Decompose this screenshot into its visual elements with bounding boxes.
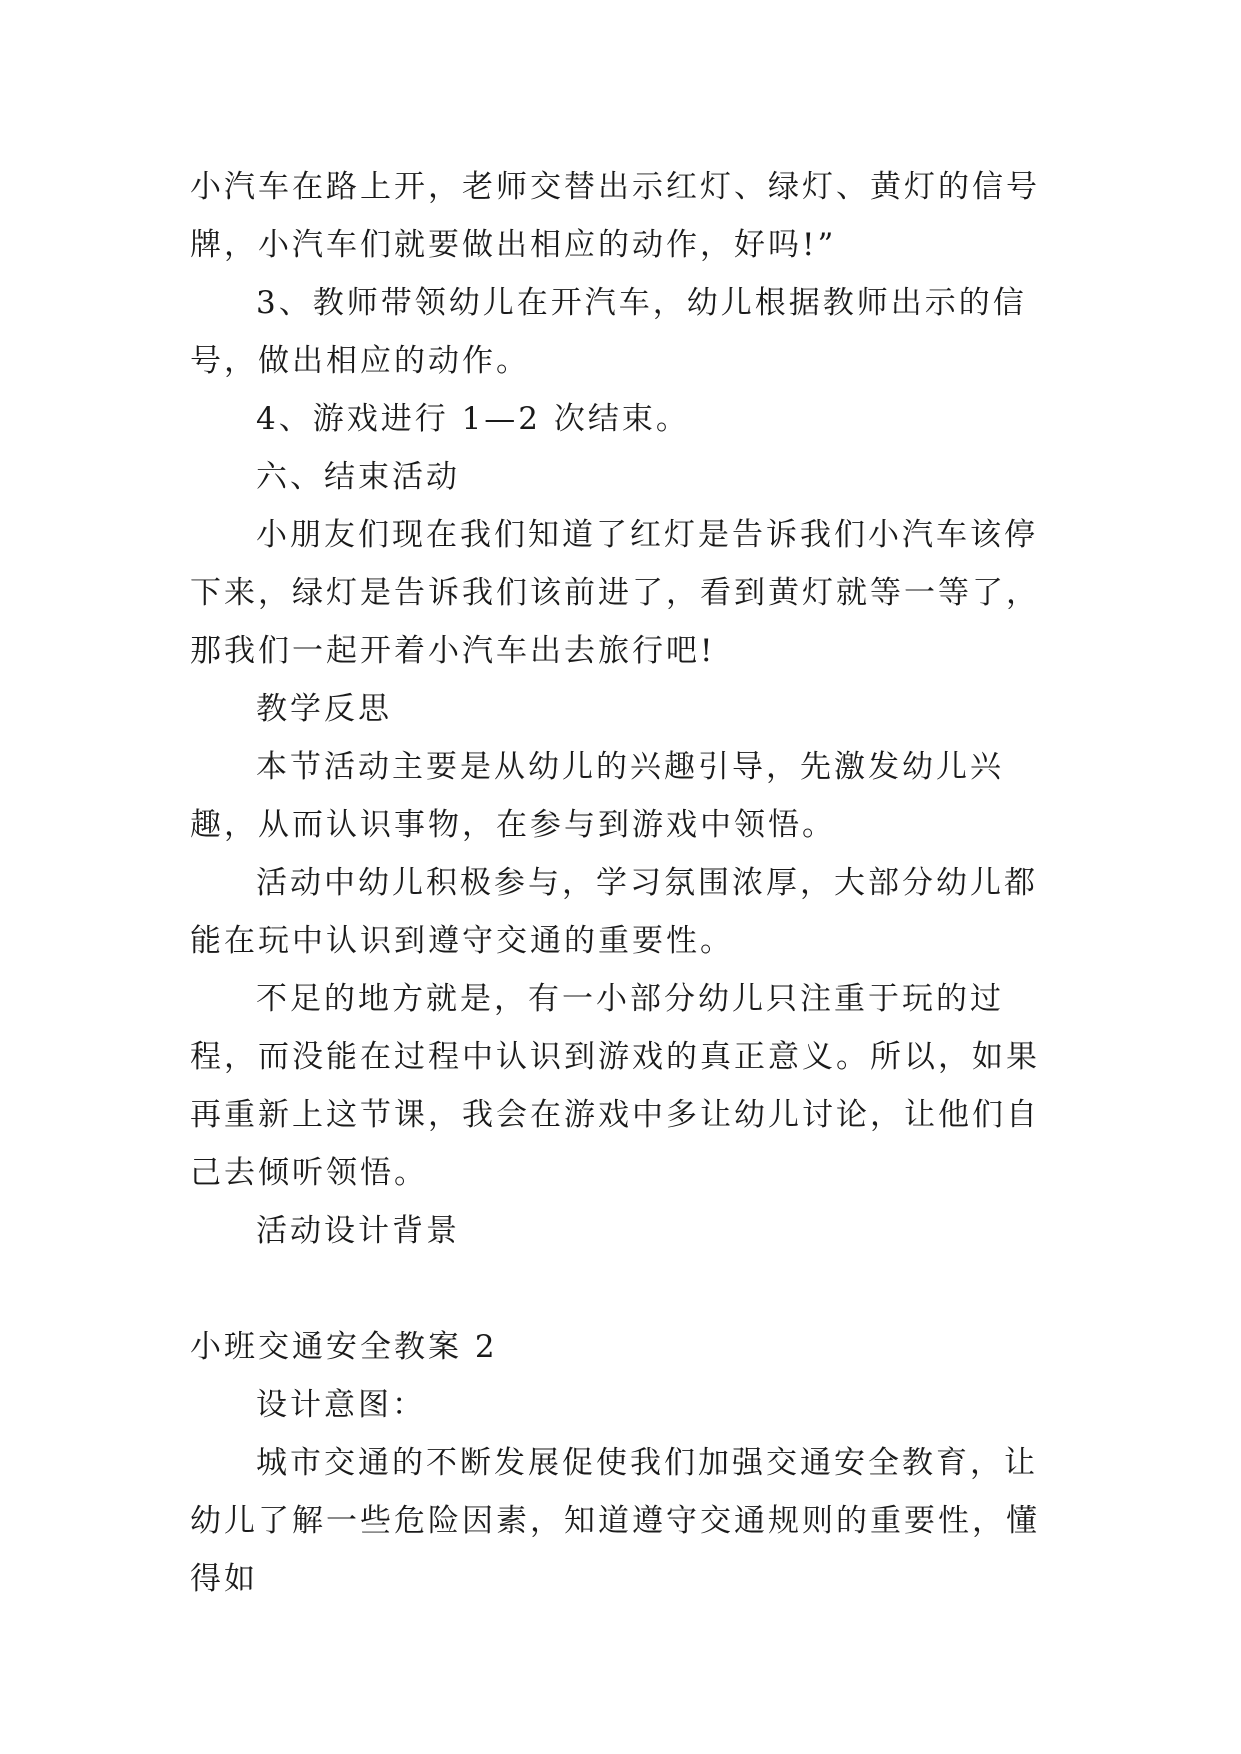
section-heading: 教学反思: [256, 691, 392, 727]
section-heading: 六、结束活动: [256, 459, 460, 495]
paragraph: 小朋友们现在我们知道了红灯是告诉我们小汽车该停下来，绿灯是告诉我们该前进了，看到黄灯就等一等了，那我们一起开着小汽车出去旅行吧!: [190, 517, 1040, 669]
paragraph: 3、教师带领幼儿在开汽车，幼儿根据教师出示的信号，做出相应的动作。: [190, 285, 1027, 379]
document-section-title: 小班交通安全教案 2: [190, 1329, 498, 1365]
section-heading: 活动设计背景: [256, 1213, 460, 1249]
paragraph: 小汽车在路上开，老师交替出示红灯、绿灯、黄灯的信号牌，小汽车们就要做出相应的动作，好吗!”: [190, 169, 1040, 263]
paragraph: 本节活动主要是从幼儿的兴趣引导，先激发幼儿兴趣，从而认识事物，在参与到游戏中领悟。: [190, 749, 1004, 843]
section-heading: 设计意图：: [256, 1387, 426, 1423]
document-body: [190, 158, 1070, 1608]
paragraph: 城市交通的不断发展促使我们加强交通安全教育，让幼儿了解一些危险因素，知道遵守交通规则的重要性，懂得如: [190, 1445, 1040, 1597]
paragraph: 活动中幼儿积极参与，学习氛围浓厚，大部分幼儿都能在玩中认识到遵守交通的重要性。: [190, 865, 1038, 959]
paragraph: 4、游戏进行 1—2 次结束。: [256, 401, 690, 437]
paragraph: 不足的地方就是，有一小部分幼儿只注重于玩的过程，而没能在过程中认识到游戏的真正意义。所以，如果再重新上这节课，我会在游戏中多让幼儿讨论，让他们自己去倾听领悟。: [190, 981, 1040, 1191]
blank-line: [190, 1260, 1070, 1318]
